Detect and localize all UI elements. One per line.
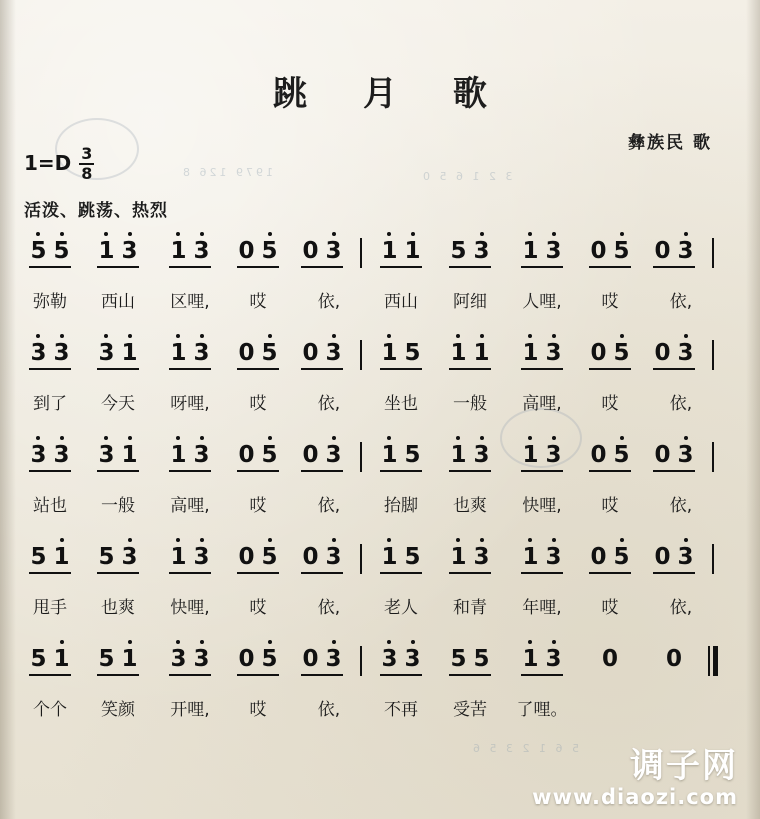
note-glyph: 1 <box>522 442 539 468</box>
beam-line <box>301 266 342 268</box>
note-group <box>506 238 578 264</box>
lyric-syllable: 哎 <box>249 393 267 414</box>
notation-row <box>18 646 742 690</box>
note-glyph: 0 <box>654 442 671 468</box>
note-group <box>642 340 706 366</box>
note-glyph: 3 <box>677 238 694 264</box>
lyric-syllable: 西山 <box>384 291 418 312</box>
lyric-syllable: 依, <box>317 699 341 720</box>
note-glyph: 5 <box>98 646 115 672</box>
beam-line <box>521 572 562 574</box>
lyric-syllable: 呀哩, <box>170 393 210 414</box>
beam-line <box>97 572 138 574</box>
note-glyph: 1 <box>170 544 187 570</box>
note-glyph: 0 <box>302 238 319 264</box>
lyric-syllable: 一般 <box>101 495 135 516</box>
note-glyph: 3 <box>473 238 490 264</box>
note-glyph: 3 <box>545 544 562 570</box>
note-glyph: 5 <box>261 238 278 264</box>
note-group <box>368 442 434 468</box>
note-group <box>290 544 354 570</box>
note-glyph: 1 <box>522 646 539 672</box>
beam-line <box>301 368 342 370</box>
beam-line <box>449 674 490 676</box>
note-group <box>154 544 226 570</box>
barline <box>354 442 368 472</box>
key-signature-text: 1=D <box>24 151 72 175</box>
beam-line <box>653 470 694 472</box>
beam-line <box>380 470 421 472</box>
note-group <box>154 646 226 672</box>
lyric-syllable: 抬脚 <box>384 495 418 516</box>
page-title: 跳 月 歌 <box>273 74 509 114</box>
note-glyph: 3 <box>170 646 187 672</box>
note-glyph: 1 <box>170 442 187 468</box>
note-glyph: 0 <box>302 442 319 468</box>
note-group <box>154 340 226 366</box>
tempo-marking: 活泼、跳荡、热烈 <box>24 201 168 221</box>
note-glyph: 0 <box>601 646 618 672</box>
lyric-syllable: 哎 <box>249 597 267 618</box>
note-glyph: 1 <box>170 238 187 264</box>
final-barline <box>706 646 720 680</box>
note-glyph: 5 <box>30 238 47 264</box>
note-group <box>18 238 82 264</box>
watermark-site-name: 调子网 <box>630 745 738 786</box>
note-glyph: 1 <box>170 340 187 366</box>
beam-line <box>589 572 630 574</box>
note-glyph: 1 <box>381 340 398 366</box>
time-signature-denominator: 8 <box>81 164 93 183</box>
note-glyph: 3 <box>121 238 138 264</box>
lyric-syllable: 不再 <box>384 699 418 720</box>
note-group <box>506 544 578 570</box>
note-group <box>226 646 290 672</box>
beam-line <box>380 368 421 370</box>
lyric-syllable: 阿细 <box>453 291 487 312</box>
note-glyph: 0 <box>654 544 671 570</box>
lyric-syllable: 年哩, <box>522 597 562 618</box>
lyric-syllable: 依, <box>669 597 693 618</box>
lyric-syllable: 开哩, <box>170 699 210 720</box>
lyric-syllable: 哎 <box>249 699 267 720</box>
note-glyph: 1 <box>53 544 70 570</box>
lyric-syllable: 和青 <box>453 597 487 618</box>
beam-line <box>301 572 342 574</box>
note-glyph: 3 <box>545 340 562 366</box>
lyric-syllable: 一般 <box>453 393 487 414</box>
note-glyph: 3 <box>193 646 210 672</box>
lyric-syllable: 高哩, <box>170 495 210 516</box>
lyric-syllable: 哎 <box>249 495 267 516</box>
note-glyph: 3 <box>545 646 562 672</box>
beam-line <box>380 572 421 574</box>
watermark <box>532 745 738 809</box>
note-group <box>290 646 354 672</box>
note-group <box>506 646 578 672</box>
note-glyph: 5 <box>53 238 70 264</box>
note-glyph: 0 <box>302 646 319 672</box>
music-system <box>18 646 742 724</box>
note-glyph: 0 <box>238 442 255 468</box>
beam-line <box>449 470 490 472</box>
beam-line <box>589 368 630 370</box>
lyric-syllable: 依, <box>669 495 693 516</box>
note-glyph: 5 <box>404 442 421 468</box>
lyric-syllable: 哎 <box>601 291 619 312</box>
note-glyph: 0 <box>238 238 255 264</box>
note-glyph: 3 <box>325 340 342 366</box>
note-glyph: 5 <box>261 340 278 366</box>
lyric-syllable: 站也 <box>33 495 67 516</box>
lyric-row <box>18 384 742 418</box>
note-glyph: 0 <box>590 442 607 468</box>
note-group <box>434 646 506 672</box>
note-glyph: 3 <box>325 544 342 570</box>
music-system <box>18 238 742 316</box>
note-glyph: 0 <box>302 544 319 570</box>
note-glyph: 1 <box>404 238 421 264</box>
note-group <box>18 646 82 672</box>
note-group <box>368 646 434 672</box>
note-glyph: 0 <box>654 340 671 366</box>
beam-line <box>97 266 138 268</box>
barline <box>706 238 720 268</box>
note-glyph: 1 <box>381 442 398 468</box>
note-glyph: 1 <box>121 646 138 672</box>
note-glyph: 5 <box>30 544 47 570</box>
note-group <box>82 442 154 468</box>
note-glyph: 1 <box>450 442 467 468</box>
lyric-row <box>18 690 742 724</box>
lyric-syllable: 依, <box>669 291 693 312</box>
beam-line <box>169 572 210 574</box>
note-group <box>434 544 506 570</box>
barline <box>354 646 368 676</box>
note-glyph: 1 <box>522 238 539 264</box>
note-glyph: 0 <box>590 544 607 570</box>
barline <box>706 544 720 574</box>
note-glyph: 3 <box>404 646 421 672</box>
note-glyph: 5 <box>404 340 421 366</box>
lyric-syllable: 高哩, <box>522 393 562 414</box>
lyric-row <box>18 588 742 622</box>
note-glyph: 5 <box>261 442 278 468</box>
lyric-syllable: 也爽 <box>453 495 487 516</box>
beam-line <box>97 470 138 472</box>
beam-line <box>653 572 694 574</box>
note-glyph: 5 <box>98 544 115 570</box>
lyric-syllable: 个个 <box>33 699 67 720</box>
note-group <box>82 544 154 570</box>
note-glyph: 3 <box>473 544 490 570</box>
note-group <box>82 340 154 366</box>
beam-line <box>169 674 210 676</box>
note-group <box>642 646 706 672</box>
bleed-line-3: 5 6 1 2 3 5 6 <box>470 742 579 755</box>
beam-line <box>653 368 694 370</box>
barline <box>706 442 720 472</box>
lyric-syllable: 哎 <box>601 597 619 618</box>
lyric-syllable: 了哩。 <box>516 699 568 720</box>
beam-line <box>237 368 278 370</box>
beam-line <box>449 368 490 370</box>
note-glyph: 1 <box>522 544 539 570</box>
lyric-syllable: 受苦 <box>453 699 487 720</box>
beam-line <box>29 470 70 472</box>
beam-line <box>521 470 562 472</box>
note-group <box>368 238 434 264</box>
note-glyph: 5 <box>30 646 47 672</box>
note-glyph: 3 <box>193 238 210 264</box>
lyric-syllable: 区哩, <box>170 291 210 312</box>
lyric-syllable: 坐也 <box>384 393 418 414</box>
beam-line <box>29 266 70 268</box>
note-glyph: 3 <box>30 442 47 468</box>
barline <box>354 238 368 268</box>
note-glyph: 5 <box>261 544 278 570</box>
time-signature-numerator: 3 <box>81 144 93 163</box>
note-glyph: 3 <box>193 544 210 570</box>
music-system <box>18 340 742 418</box>
lyric-syllable: 也爽 <box>101 597 135 618</box>
beam-line <box>169 470 210 472</box>
note-glyph: 3 <box>325 646 342 672</box>
note-glyph: 3 <box>53 442 70 468</box>
watermark-site-url: www.diaozi.com <box>532 785 738 809</box>
beam-line <box>29 674 70 676</box>
note-glyph: 5 <box>450 238 467 264</box>
note-group <box>578 544 642 570</box>
note-group <box>154 238 226 264</box>
beam-line <box>653 266 694 268</box>
beam-line <box>449 572 490 574</box>
beam-line <box>380 266 421 268</box>
beam-line <box>380 674 421 676</box>
note-glyph: 3 <box>121 544 138 570</box>
note-glyph: 5 <box>261 646 278 672</box>
note-glyph: 3 <box>325 238 342 264</box>
lyric-syllable: 依, <box>317 597 341 618</box>
note-glyph: 0 <box>238 340 255 366</box>
notation-row <box>18 238 742 282</box>
note-glyph: 5 <box>404 544 421 570</box>
note-glyph: 3 <box>381 646 398 672</box>
lyric-syllable: 快哩, <box>170 597 210 618</box>
note-glyph: 3 <box>677 544 694 570</box>
beam-line <box>237 266 278 268</box>
note-glyph: 1 <box>121 340 138 366</box>
note-group <box>434 340 506 366</box>
note-group <box>290 340 354 366</box>
beam-line <box>29 572 70 574</box>
lyric-syllable: 人哩, <box>522 291 562 312</box>
note-glyph: 3 <box>677 340 694 366</box>
beam-line <box>97 674 138 676</box>
lyric-row <box>18 486 742 520</box>
note-glyph: 1 <box>450 340 467 366</box>
notation-row <box>18 442 742 486</box>
note-glyph: 3 <box>98 442 115 468</box>
note-group <box>578 340 642 366</box>
note-group <box>154 442 226 468</box>
note-glyph: 0 <box>238 544 255 570</box>
barline <box>706 340 720 370</box>
notation-row <box>18 340 742 384</box>
lyric-syllable: 甩手 <box>33 597 67 618</box>
barline <box>354 544 368 574</box>
lyric-syllable: 哎 <box>601 393 619 414</box>
note-group <box>226 238 290 264</box>
note-glyph: 3 <box>677 442 694 468</box>
note-glyph: 0 <box>665 646 682 672</box>
note-group <box>434 442 506 468</box>
note-group <box>578 646 642 672</box>
note-glyph: 1 <box>53 646 70 672</box>
time-signature <box>79 146 94 182</box>
bleed-line-2: 3 2 1 6 5 0 <box>420 170 513 183</box>
lyric-syllable: 依, <box>317 291 341 312</box>
note-group <box>226 442 290 468</box>
note-glyph: 0 <box>590 238 607 264</box>
beam-line <box>237 572 278 574</box>
note-glyph: 1 <box>381 544 398 570</box>
note-glyph: 1 <box>121 442 138 468</box>
note-group <box>226 340 290 366</box>
note-group <box>18 442 82 468</box>
note-glyph: 0 <box>590 340 607 366</box>
note-glyph: 3 <box>473 442 490 468</box>
notation-row <box>18 544 742 588</box>
note-group <box>434 238 506 264</box>
lyric-syllable: 依, <box>317 393 341 414</box>
note-glyph: 5 <box>450 646 467 672</box>
note-glyph: 0 <box>654 238 671 264</box>
lyric-syllable: 依, <box>317 495 341 516</box>
beam-line <box>169 368 210 370</box>
note-group <box>368 340 434 366</box>
note-group <box>290 442 354 468</box>
beam-line <box>301 470 342 472</box>
beam-line <box>589 266 630 268</box>
lyric-syllable: 依, <box>669 393 693 414</box>
barline <box>354 340 368 370</box>
note-group <box>82 646 154 672</box>
note-group <box>368 544 434 570</box>
composer-credit: 彝族民 歌 <box>628 133 712 153</box>
note-glyph: 0 <box>238 646 255 672</box>
note-glyph: 3 <box>545 238 562 264</box>
note-group <box>506 340 578 366</box>
note-group <box>82 238 154 264</box>
note-glyph: 5 <box>613 340 630 366</box>
note-glyph: 1 <box>381 238 398 264</box>
note-glyph: 1 <box>473 340 490 366</box>
beam-line <box>449 266 490 268</box>
note-group <box>290 238 354 264</box>
note-glyph: 1 <box>522 340 539 366</box>
lyric-syllable: 哎 <box>601 495 619 516</box>
note-group <box>226 544 290 570</box>
note-glyph: 5 <box>613 442 630 468</box>
note-group <box>642 544 706 570</box>
note-group <box>642 442 706 468</box>
lyric-syllable: 老人 <box>384 597 418 618</box>
note-glyph: 3 <box>325 442 342 468</box>
note-glyph: 5 <box>613 238 630 264</box>
music-system <box>18 442 742 520</box>
beam-line <box>29 368 70 370</box>
note-glyph: 0 <box>302 340 319 366</box>
lyric-syllable: 哎 <box>249 291 267 312</box>
note-glyph: 3 <box>30 340 47 366</box>
lyric-row <box>18 282 742 316</box>
music-system <box>18 544 742 622</box>
beam-line <box>589 470 630 472</box>
beam-line <box>521 266 562 268</box>
note-glyph: 3 <box>53 340 70 366</box>
note-group <box>642 238 706 264</box>
beam-line <box>301 674 342 676</box>
beam-line <box>169 266 210 268</box>
note-glyph: 1 <box>98 238 115 264</box>
note-glyph: 5 <box>473 646 490 672</box>
note-group <box>578 442 642 468</box>
note-glyph: 3 <box>193 340 210 366</box>
lyric-syllable: 到了 <box>33 393 67 414</box>
note-glyph: 5 <box>613 544 630 570</box>
beam-line <box>237 470 278 472</box>
lyric-syllable: 快哩, <box>522 495 562 516</box>
beam-line <box>237 674 278 676</box>
note-group <box>18 340 82 366</box>
note-glyph: 3 <box>98 340 115 366</box>
lyric-syllable: 笑颜 <box>101 699 135 720</box>
lyric-syllable: 西山 <box>101 291 135 312</box>
beam-line <box>521 368 562 370</box>
note-group <box>506 442 578 468</box>
bleed-line-1: 1979 126 8 <box>180 166 273 179</box>
key-signature <box>24 145 94 181</box>
note-group <box>18 544 82 570</box>
beam-line <box>521 674 562 676</box>
note-glyph: 1 <box>450 544 467 570</box>
beam-line <box>97 368 138 370</box>
note-glyph: 3 <box>545 442 562 468</box>
note-glyph: 3 <box>193 442 210 468</box>
lyric-syllable: 弥勒 <box>33 291 67 312</box>
note-group <box>578 238 642 264</box>
lyric-syllable: 今天 <box>101 393 135 414</box>
